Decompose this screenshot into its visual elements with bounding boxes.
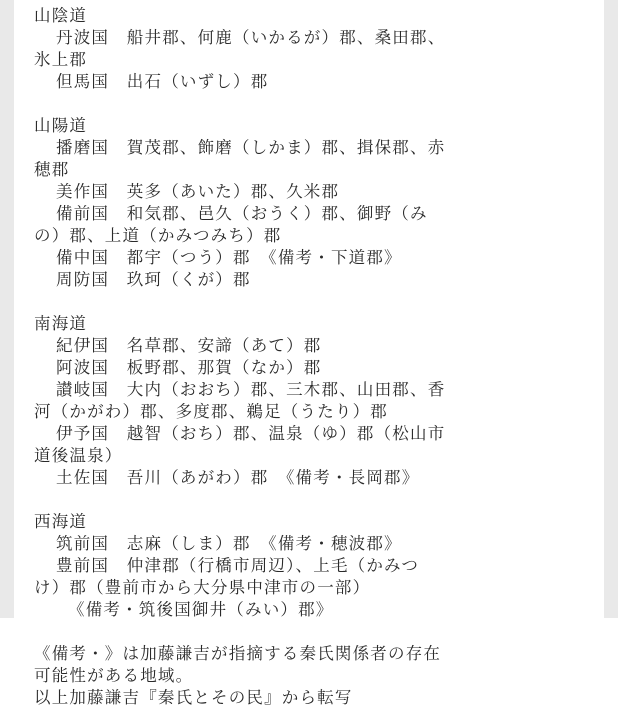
section-heading: 南海道 (34, 314, 88, 333)
spacer (34, 291, 590, 313)
text-line: 河（かがわ）郡、多度郡、鵜足（うたり）郡 (34, 402, 388, 421)
section-heading: 山陰道 (34, 6, 88, 25)
text-line: 周防国 玖珂（くが）郡 (56, 270, 251, 289)
text-line: 阿波国 板野郡、那賀（なか）郡 (56, 358, 322, 377)
section-heading: 山陽道 (34, 116, 88, 135)
note-line: 以上加藤謙吉『秦氏とその民』から転写 (34, 688, 353, 707)
text-line: 豊前国 仲津郡（行橋市周辺）、上毛（かみつ (56, 556, 420, 575)
section-sanyodo (34, 115, 590, 291)
text-line: 丹波国 船井郡、何鹿（いかるが）郡、桑田郡、 (56, 28, 446, 47)
text-line: 備前国 和気郡、邑久（おうく）郡、御野（み (56, 204, 428, 223)
text-line: 穂郡 (34, 160, 70, 179)
section-sanindo (34, 5, 590, 93)
section-heading: 西海道 (34, 512, 88, 531)
text-line: 氷上郡 (34, 50, 88, 69)
spacer (34, 621, 590, 643)
spacer (34, 489, 590, 511)
text-line: 《備考・筑後国御井（みい）郡》 (68, 600, 334, 619)
text-line: 但馬国 出石（いずし）郡 (56, 72, 269, 91)
spacer (34, 93, 590, 115)
text-line: 伊予国 越智（おち）郡、温泉（ゆ）郡（松山市 (56, 424, 446, 443)
text-line: 讃岐国 大内（おおち）郡、三木郡、山田郡、香 (56, 380, 446, 399)
notes-block (34, 643, 590, 709)
text-line: 紀伊国 名草郡、安諦（あて）郡 (56, 336, 322, 355)
text-line: 備中国 都宇（つう）郡 《備考・下道郡》 (56, 248, 402, 267)
left-margin (0, 0, 14, 618)
text-line: 土佐国 吾川（あがわ）郡 《備考・長岡郡》 (56, 468, 420, 487)
text-line: 美作国 英多（あいた）郡、久米郡 (56, 182, 340, 201)
note-line: 可能性がある地域。 (34, 666, 194, 685)
note-line: 《備考・》は加藤謙吉が指摘する秦氏関係者の存在 (34, 644, 442, 663)
text-line: 播磨国 賀茂郡、飾磨（しかま）郡、揖保郡、赤 (56, 138, 446, 157)
right-margin (604, 0, 618, 618)
text-line: 道後温泉） (34, 446, 123, 465)
text-line: 筑前国 志麻（しま）郡 《備考・穂波郡》 (56, 534, 402, 553)
text-line: け）郡（豊前市から大分県中津市の一部） (34, 578, 371, 597)
text-line: の）郡、上道（かみつみち）郡 (34, 226, 282, 245)
document-body (34, 5, 590, 709)
section-nankaido (34, 313, 590, 489)
section-saikaido (34, 511, 590, 621)
